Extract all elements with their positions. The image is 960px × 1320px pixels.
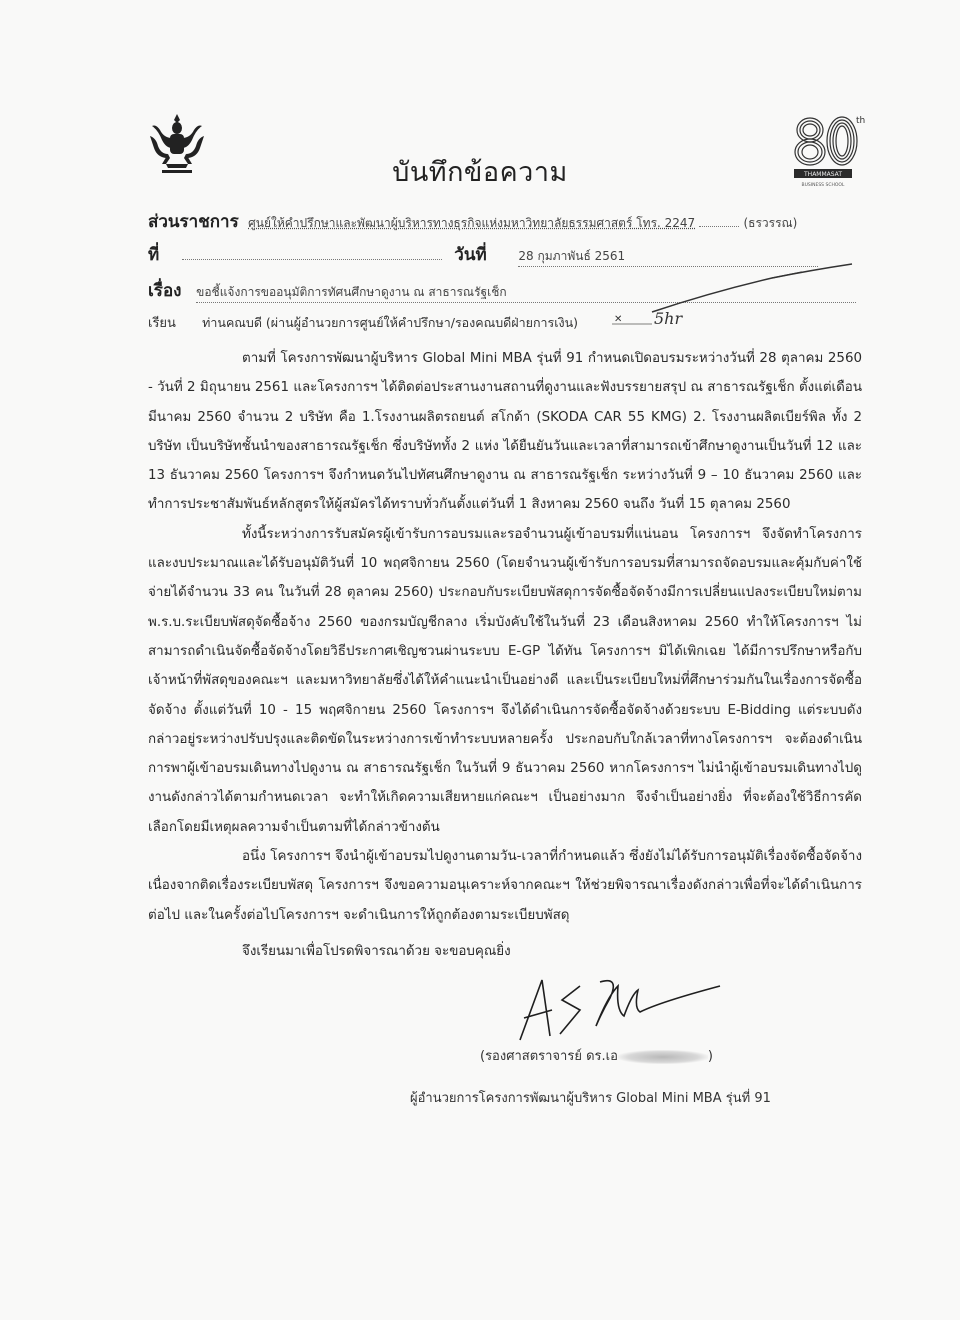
- signature-icon: [510, 970, 770, 1050]
- dotted-line: [699, 226, 739, 227]
- closing-line: จึงเรียนมาเพื่อโปรดพิจารณาด้วย จะขอบคุณยิ่ง: [242, 944, 511, 959]
- svg-text:BUSINESS SCHOOL: BUSINESS SCHOOL: [801, 183, 845, 188]
- department-row: [148, 208, 860, 235]
- paragraph-2: ทั้งนี้ระหว่างการรับสมัครผู้เข้ารับการอบรมและรอจำนวนผู้เข้าอบรมที่แน่นอน โครงการฯ จึงจัดทำโครงการและงบประมาณและได้รับอนุมัติวันที่ 10 พฤศจิกายน 2560 (โดยจำนวนผู้เข้ารับการอบรมที่สามารถจัดอบรมและคุ้มกับค่าใช้จ่ายได้จำนวน 33 คน ในวันที่ 28 ตุลาคม 2560) ประกอบกับระเบียบพัสดุการจัดซื้อจัดจ้างมีการเปลี่ยนแปลงระเบียบใหม่ตาม พ.ร.บ.ระเบียบพัสดุจัดซื้อจ้าง 2560 ของกรมบัญชีกลาง เริ่มบังคับใช้ในวันที่ 23 เดือนสิงหาคม 2560 ทำให้โครงการฯ ไม่สามารถดำเนินจัดซื้อจัดจ้างโดยวิธีประกาศเชิญชวนผ่านระบบ E-GP ได้ทัน โครงการฯ มิได้เพิกเฉย ได้มีการปรึกษาหรือกับเจ้าหน้าที่พัสดุของคณะฯ และมหาวิทยาลัยซึ่งได้ให้คำแนะนำเป็นอย่างดี และเป็นระเบียบใหม่ที่ศึกษาร่วมกันในเรื่องการจัดซื้อจัดจ้าง ตั้งแต่วันที่ 10 - 15 พฤศจิกายน 2560 โครงการฯ จึงได้ดำเนินการจัดซื้อจัดจ้างด้วยระบบ E-Bidding แต่ระบบดังกล่าวอยู่ระหว่างปรับปรุงและติดขัดในระหว่างการเข้าทำระบบหลายครั้ง ประกอบกับใกล้เวลาที่ทางโครงการฯ จะต้องดำเนินการพาผู้เข้าอบรมเดินทางไปดูงาน ณ สาธารณรัฐเช็ก ในวันที่ 9 ธันวาคม 2560 หากโครงการฯ ไม่นำผู้เข้าอบรมเดินทางไปดูงานดังกล่าวได้ตามกำหนดเวลา จะทำให้เกิดความเสียหายแก่คณะฯ เป็นอย่างมาก จึงจำเป็นอย่างยิ่ง ที่จะต้องใช้วิธีการคัดเลือกโดยมีเหตุผลความจำเป็นตามที่ได้กล่าวข้างต้น: [148, 526, 862, 835]
- department-label: ส่วนราชการ: [148, 212, 239, 232]
- to-label: เรียน: [148, 316, 176, 331]
- redacted-smudge: [618, 1050, 708, 1064]
- ref-value: [182, 259, 442, 260]
- subject-value: ขอชี้แจ้งการขออนุมัติการทัศนศึกษาดูงาน ณ สาธารณรัฐเช็ก: [196, 285, 507, 299]
- to-value: ท่านคณบดี (ผ่านผู้อำนวยการศูนย์ให้คำปรึกษา/รองคณบดีฝ่ายการเงิน): [202, 315, 579, 330]
- memo-body: [148, 344, 862, 930]
- signer-position: ผู้อำนวยการโครงการพัฒนาผู้บริหาร Global Mini MBA รุ่นที่ 91: [410, 1091, 771, 1106]
- svg-text:5hr: 5hr: [654, 309, 683, 328]
- document-title: บันทึกข้อความ: [392, 157, 568, 188]
- signer-name: (รองศาสตราจารย์ ดร.เอ ): [480, 1049, 713, 1064]
- department-value: ศูนย์ให้คำปรึกษาและพัฒนาผู้บริหารทางธุรกิจแห่งมหาวิทยาลัยธรรมศาสตร์ โทร. 2247: [248, 216, 696, 230]
- ref-label: ที่: [148, 245, 160, 265]
- department-suffix: (ธรวรรณ): [743, 216, 798, 230]
- svg-text:THAMMASAT: THAMMASAT: [804, 171, 842, 178]
- svg-text:th: th: [856, 116, 866, 126]
- date-label: วันที่: [454, 245, 487, 265]
- handwritten-approval-mark: [612, 262, 862, 332]
- paragraph-1: ตามที่ โครงการพัฒนาผู้บริหาร Global Mini MBA รุ่นที่ 91 กำหนดเปิดอบรมระหว่างวันที่ 28 ตุลาคม 2560 - วันที่ 2 มิถุนายน 2561 และโครงการฯ ได้ติดต่อประสานงานสถานที่ดูงานและฟังบรรยายสรุป ณ สาธารณรัฐเช็ก ตั้งแต่เดือนมีนาคม 2560 จำนวน 2 บริษัท คือ 1.โรงงานผลิตรถยนต์ สโกด้า (SKODA CAR 55 KMG) 2. โรงงานผลิตเบียร์พิล ทั้ง 2 บริษัท เป็นบริษัทชั้นนำของสาธารณรัฐเช็ก ซึ่งบริษัททั้ง 2 แห่ง ได้ยืนยันวันและเวลาที่สามารถเข้าศึกษาดูงานเป็นวันที่ 12 และ 13 ธันวาคม 2560 โครงการฯ จึงกำหนดวันไปทัศนศึกษาดูงาน ณ สาธารณรัฐเช็ก ระหว่างวันที่ 9 – 10 ธันวาคม 2560 และทำการประชาสัมพันธ์หลักสูตรให้ผู้สมัครได้ทราบทั่วกันตั้งแต่วันที่ 1 สิงหาคม 2560 จนถึง วันที่ 15 ตุลาคม 2560: [148, 351, 862, 513]
- date-value: 28 กุมภาพันธ์ 2561: [518, 249, 626, 263]
- subject-label: เรื่อง: [148, 281, 182, 301]
- svg-text:✕: ✕: [614, 314, 623, 325]
- paragraph-3: อนึ่ง โครงการฯ จึงนำผู้เข้าอบรมไปดูงานตามวัน-เวลาที่กำหนดแล้ว ซึ่งยังไม่ได้รับการอนุมัติเรื่องจัดซื้อจัดจ้าง เนื่องจากติดเรื่องระเบียบพัสดุ โครงการฯ จึงขอความอนุเคราะห์จากคณะฯ ให้ช่วยพิจารณาเรื่องดังกล่าวเพื่อที่จะได้ดำเนินการต่อไป และในครั้งต่อไปโครงการฯ จะดำเนินการให้ถูกต้องตามระเบียบพัสดุ: [148, 849, 862, 923]
